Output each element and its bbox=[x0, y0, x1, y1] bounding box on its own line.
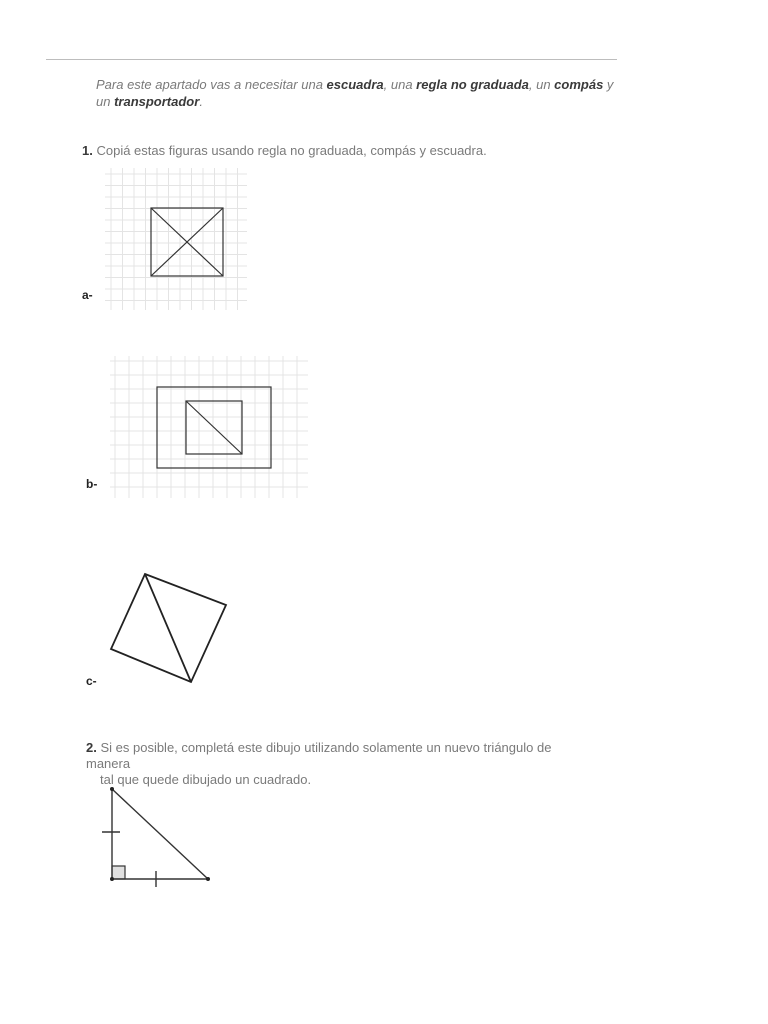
figure-a bbox=[105, 168, 247, 310]
figure-c-drawing bbox=[100, 565, 240, 690]
figure-b bbox=[110, 356, 308, 498]
figure-2-triangle bbox=[100, 780, 220, 890]
question-1 bbox=[82, 143, 487, 159]
figure-b-shape bbox=[157, 387, 271, 468]
vertex-right-angle bbox=[110, 877, 114, 881]
figure-b-drawing bbox=[110, 356, 308, 498]
right-angle-marker bbox=[112, 866, 125, 879]
question-1-number: 1. bbox=[82, 143, 93, 158]
question-2-text-continued: tal que quede dibujado un cuadrado. bbox=[100, 772, 312, 787]
figure-a-grid bbox=[105, 168, 247, 310]
intro-tool-escuadra: escuadra bbox=[326, 77, 384, 92]
question-2-text: Si es posible, completá este dibujo utilizando solamente un nuevo triángulo de manera bbox=[86, 740, 552, 771]
intro-text-3: , un bbox=[528, 77, 555, 92]
question-1-text: Copiá estas figuras usando regla no graduada, compás y escuadra. bbox=[96, 143, 487, 158]
triangle-hypotenuse bbox=[112, 789, 208, 879]
top-divider bbox=[46, 59, 617, 60]
vertex-top bbox=[110, 787, 114, 791]
intro-text-1: Para este apartado vas a necesitar una bbox=[96, 77, 327, 92]
intro-tool-regla: regla no graduada bbox=[416, 77, 529, 92]
intro-paragraph bbox=[96, 76, 626, 110]
figure-2-drawing bbox=[100, 780, 220, 890]
figure-a-drawing bbox=[105, 168, 247, 310]
figure-c-shape bbox=[111, 574, 226, 682]
intro-tool-compas: compás bbox=[554, 77, 604, 92]
figure-a-label: a- bbox=[82, 288, 93, 302]
vertex-right bbox=[206, 877, 210, 881]
intro-text-5: . bbox=[199, 94, 203, 109]
figure-b-grid bbox=[110, 356, 308, 498]
intro-text-2: , una bbox=[383, 77, 417, 92]
figure-b-label: b- bbox=[86, 477, 98, 491]
intro-text-4: y un bbox=[96, 77, 614, 109]
intro-tool-transportador: transportador bbox=[114, 94, 200, 109]
figure-c-label: c- bbox=[86, 674, 97, 688]
question-2-number: 2. bbox=[86, 740, 97, 755]
figure-b-diagonal bbox=[186, 401, 242, 454]
figure-c bbox=[100, 565, 240, 690]
